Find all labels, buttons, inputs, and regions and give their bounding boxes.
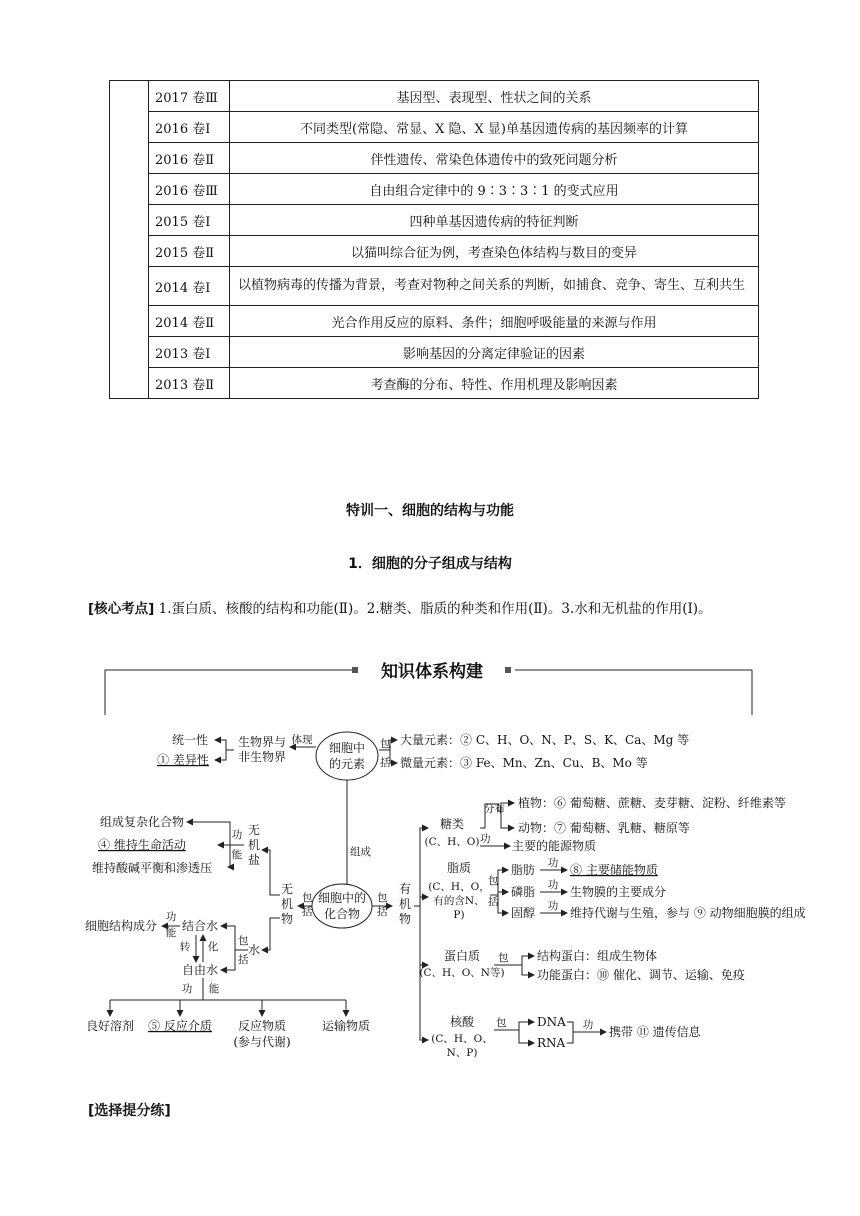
structural-protein: 结构蛋白：组成生物体	[537, 949, 658, 963]
good-solvent: 良好溶剂	[85, 1019, 135, 1033]
exam-year-cell: 2016 卷Ⅱ	[149, 143, 230, 174]
exam-year-cell: 2014 卷Ⅱ	[149, 306, 230, 337]
elements-node	[316, 732, 378, 780]
table-row	[110, 337, 759, 368]
exam-topic-cell: 四种单基因遗传病的特征判断	[230, 205, 759, 236]
table-row	[110, 174, 759, 205]
core-label: [核心考点]	[88, 601, 155, 617]
animal-sugars: 动物：⑦ 葡萄糖、乳糖、糖原等	[518, 821, 690, 835]
carry-info: 携带 ⑪ 遗传信息	[609, 1025, 701, 1039]
exam-topic-cell: 自由组合定律中的 9∶3∶3∶1 的变式应用	[230, 174, 759, 205]
lipid-include-2: 括	[488, 896, 499, 908]
sugar-func-label: 功	[480, 833, 491, 845]
salt-label-3: 盐	[247, 853, 261, 867]
micro-arrow	[390, 750, 397, 763]
sterol-arrow	[498, 895, 508, 913]
table-row	[110, 306, 759, 337]
unity-label: 统一性	[171, 733, 209, 747]
nucleic-func-label: 功	[582, 1019, 594, 1031]
compose-label: 组成	[350, 846, 371, 858]
section-title: 特训一、细胞的结构与功能	[346, 503, 514, 519]
difference-arrow	[215, 750, 226, 760]
banner-dot-right	[505, 667, 511, 673]
fat: 脂肪	[511, 863, 536, 877]
difference-label: ① 差异性	[157, 753, 209, 767]
table-row	[110, 143, 759, 174]
table-row	[110, 205, 759, 236]
salt-item-2: ④ 维持生命活动	[98, 838, 186, 852]
sterol-function: 维持代谢与生殖，参与 ⑨ 动物细胞膜的组成	[570, 906, 806, 920]
salt-arrow	[262, 850, 280, 895]
knowledge-mindmap	[0, 650, 860, 1090]
exam-year-cell: 2014 卷Ⅰ	[149, 267, 230, 306]
transport-substance: 运输物质	[321, 1019, 371, 1033]
table-row	[110, 112, 759, 143]
lipid-include-1: 包	[488, 875, 499, 887]
practice-label: [选择提分练]	[88, 1103, 171, 1119]
cell-structure: 细胞结构成分	[85, 919, 158, 933]
exam-year-cell: 2013 卷Ⅰ	[149, 337, 230, 368]
elements-node-line2: 的元素	[328, 757, 366, 771]
subsection-title: 1．细胞的分子组成与结构	[348, 556, 512, 572]
protein-elements: (C、H、O、N等)	[419, 967, 505, 979]
elements-node-line1: 细胞中	[328, 741, 366, 755]
salt-item-1: 组成复杂化合物	[100, 815, 185, 829]
exam-topic-cell: 基因型、表现型、性状之间的关系	[230, 81, 759, 112]
unity-arrow	[215, 740, 234, 750]
sterol-func-label: 功	[547, 900, 559, 912]
water-arrow	[262, 918, 280, 950]
organic-include-2: 括	[377, 906, 388, 918]
phospholipid-func-label: 功	[547, 879, 559, 891]
reactant-2: (参与代谢)	[233, 1035, 291, 1049]
nucleic-elem-1: (C、H、O、	[431, 1033, 493, 1045]
sugar-function: 主要的能源物质	[512, 839, 597, 853]
organic-include-1: 包	[377, 892, 388, 904]
banner-dot-left	[352, 667, 358, 673]
inorganic-label-1: 无	[280, 882, 294, 896]
salt-label-1: 无	[247, 823, 261, 837]
exam-topic-table	[109, 80, 759, 399]
exam-topic-cell: 以猫叫综合征为例，考查染色体结构与数目的变异	[230, 236, 759, 267]
salt-label-2: 机	[247, 838, 261, 852]
table-row	[110, 267, 759, 306]
bound-water: 结合水	[181, 919, 219, 933]
table-row	[110, 236, 759, 267]
elements-include-2: 括	[380, 757, 391, 769]
lipid-elem-1: (C、H、O，	[428, 881, 490, 893]
bio-nonbio-line2: 非生物界	[237, 750, 287, 764]
exam-topic-cell: 以植物病毒的传播为背景，考查对物种之间关系的判断，如捕食、竞争、寄生、互利共生	[230, 267, 759, 306]
salt-func-arrow-3	[228, 845, 230, 867]
reflect-label: 体现	[291, 734, 313, 746]
exam-year-cell: 2016 卷Ⅲ	[149, 174, 230, 205]
protein-label: 蛋白质	[443, 949, 481, 963]
elements-include-1: 包	[380, 738, 391, 750]
macro-elements: 大量元素：② C、H、O、N、P、S、K、Ca、Mg 等	[400, 733, 690, 747]
exam-year-cell: 2015 卷Ⅰ	[149, 205, 230, 236]
convert-label-1: 转	[179, 941, 191, 953]
fat-func-label: 功	[547, 857, 559, 869]
reactant-1: 反应物质	[237, 1019, 287, 1033]
blank-category-cell	[110, 81, 149, 399]
water-include-2: 括	[238, 954, 249, 966]
sugar-label: 糖类	[439, 817, 465, 831]
compounds-node-line2: 化合物	[323, 907, 361, 921]
table-row	[110, 368, 759, 399]
dna: DNA	[537, 1015, 566, 1029]
sugar-elements: (C、H、O)	[424, 836, 480, 848]
exam-year-cell: 2013 卷Ⅱ	[149, 368, 230, 399]
lipid-elem-2: 有的含N、	[433, 895, 485, 907]
functional-protein: 功能蛋白：⑩ 催化、调节、运输、免疫	[537, 968, 745, 982]
nucleic-elem-2: N、P)	[446, 1047, 478, 1059]
exam-year-cell: 2016 卷Ⅰ	[149, 112, 230, 143]
dna-rna-bracket	[567, 1022, 573, 1043]
lipid-elem-3: P)	[453, 909, 465, 921]
protein-include: 包	[498, 952, 509, 964]
rna: RNA	[537, 1036, 566, 1050]
inorganic-label-2: 机	[280, 897, 294, 911]
organic-label-1: 有	[398, 882, 412, 896]
water-include-1: 包	[238, 935, 249, 947]
convert-label-2: 化	[207, 941, 219, 953]
banner-frame-right	[515, 670, 752, 715]
free-water: 自由水	[181, 963, 219, 977]
salt-func-2: 能	[231, 849, 243, 861]
exam-topic-cell: 考查酶的分布、特性、作用机理及影响因素	[230, 368, 759, 399]
organic-label-2: 机	[398, 897, 412, 911]
banner-frame-left	[105, 670, 355, 715]
plant-sugars: 植物：⑥ 葡萄糖、蔗糖、麦芽糖、淀粉、纤维素等	[518, 796, 786, 810]
exam-year-cell: 2017 卷Ⅲ	[149, 81, 230, 112]
table-row	[110, 81, 759, 112]
free-water-arrow	[221, 950, 235, 970]
sterol: 固醇	[511, 906, 536, 920]
exam-topic-cell: 影响基因的分离定律验证的因素	[230, 337, 759, 368]
exam-topic-cell: 不同类型(常隐、常显、X 隐、X 显)单基因遗传病的基因频率的计算	[230, 112, 759, 143]
distribute-label: 分布	[484, 803, 505, 815]
phospholipid-function: 生物膜的主要成分	[570, 885, 667, 899]
functional-protein-arrow	[522, 965, 534, 975]
nucleic-include: 包	[496, 1017, 507, 1029]
exam-year-cell: 2015 卷Ⅱ	[149, 236, 230, 267]
organic-label-3: 物	[398, 912, 412, 926]
bound-func-2: 能	[165, 927, 177, 939]
free-func-2: 能	[208, 983, 220, 995]
core-text: 1.蛋白质、核酸的结构和功能(Ⅱ)。2.糖类、脂质的种类和作用(Ⅱ)。3.水和无机盐的作用(Ⅰ)。	[158, 601, 712, 617]
fat-function: ⑧ 主要储能物质	[570, 863, 658, 877]
phospholipid: 磷脂	[511, 885, 536, 899]
rna-arrow	[519, 1030, 534, 1043]
protein-arrow	[420, 906, 428, 965]
water-label: 水	[247, 943, 261, 957]
nucleic-label: 核酸	[449, 1015, 475, 1029]
inorganic-include-2: 括	[302, 906, 313, 918]
core-points	[88, 596, 778, 622]
exam-topic-cell: 光合作用反应的原料、条件；细胞呼吸能量的来源与作用	[230, 306, 759, 337]
inorganic-label-3: 物	[280, 912, 294, 926]
micro-elements: 微量元素：③ Fe、Mn、Zn、Cu、B、Mo 等	[400, 756, 648, 770]
exam-topic-cell: 伴性遗传、常染色体遗传中的致死问题分析	[230, 143, 759, 174]
reaction-medium: ⑤ 反应介质	[148, 1019, 212, 1033]
lipid-label: 脂质	[446, 861, 472, 875]
bound-func-1: 功	[165, 911, 177, 923]
banner-title: 知识体系构建	[381, 662, 483, 682]
bio-nonbio-line1: 生物界与	[237, 735, 287, 749]
salt-item-3: 维持酸碱平衡和渗透压	[92, 861, 213, 875]
inorganic-include-1: 包	[302, 892, 313, 904]
free-func-1: 功	[181, 983, 193, 995]
salt-func-1: 功	[231, 829, 243, 841]
compounds-node-line1: 细胞中的	[317, 891, 367, 905]
